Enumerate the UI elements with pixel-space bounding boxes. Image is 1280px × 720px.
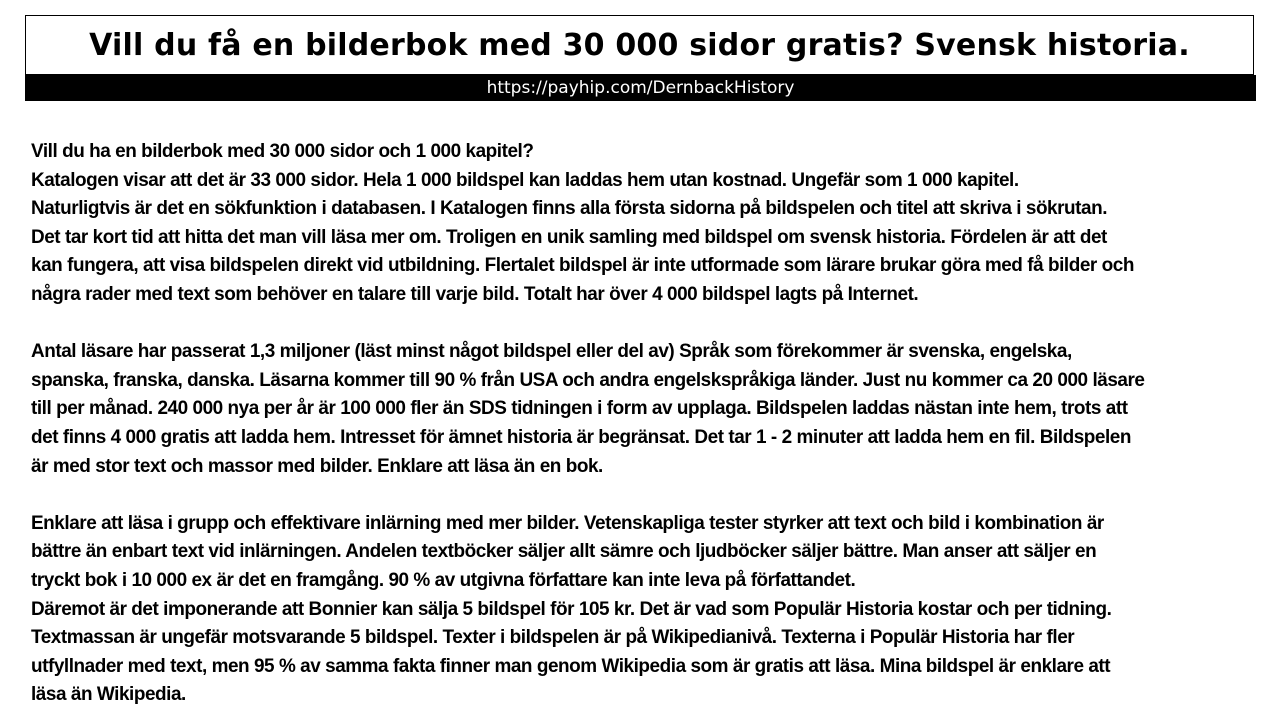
paragraph-2 bbox=[31, 338, 1256, 481]
text-line: Antal läsare har passerat 1,3 miljoner (läst minst något bildspel eller del av) Språk som förekommer är svenska, engelska, bbox=[31, 341, 1072, 363]
text-line: bättre än enbart text vid inlärningen. Andelen textböcker säljer allt sämre och ljudböcker säljer bättre. Man anser att säljer en bbox=[31, 541, 1097, 563]
text-line: några rader med text som behöver en talare till varje bild. Totalt har över 4 000 bildspel lagts på Internet. bbox=[31, 283, 919, 305]
text-line: kan fungera, att visa bildspelen direkt vid utbildning. Flertalet bildspel är inte utformade som lärare brukar göra med få bilder och bbox=[31, 255, 1134, 277]
text-line: Vill du ha en bilderbok med 30 000 sidor och 1 000 kapitel? bbox=[31, 141, 534, 162]
paragraph-3 bbox=[31, 510, 1256, 710]
text-line: är med stor text och massor med bilder. Enklare att läsa än en bok. bbox=[31, 455, 603, 477]
page-title: Vill du få en bilderbok med 30 000 sidor gratis? Svensk historia. bbox=[89, 27, 1190, 63]
text-line: Textmassan är ungefär motsvarande 5 bildspel. Texter i bildspelen är på Wikipedianivå. Texterna i Populär Historia har fler bbox=[31, 627, 1075, 649]
text-line: Enklare att läsa i grupp och effektivare inlärning med mer bilder. Vetenskapliga tester styrker att text och bild i kombination är bbox=[31, 512, 1104, 534]
body-text bbox=[31, 138, 1256, 710]
paragraph-gap bbox=[31, 481, 1256, 510]
paragraph-1 bbox=[31, 138, 1256, 310]
text-line: det finns 4 000 gratis att ladda hem. Intresset för ämnet historia är begränsat. Det tar 1 - 2 minuter att ladda hem en fil. Bildspelen bbox=[31, 426, 1131, 448]
url-banner bbox=[25, 75, 1256, 101]
text-line: Det tar kort tid att hitta det man vill läsa mer om. Troligen en unik samling med bildspel om svensk historia. Fördelen är att det bbox=[31, 226, 1107, 248]
text-line: tryckt bok i 10 000 ex är det en framgång. 90 % av utgivna författare kan inte leva på författandet. bbox=[31, 569, 856, 591]
text-line: Naturligtvis är det en sökfunktion i databasen. I Katalogen finns alla första sidorna på bildspelen och titel att skriva i sökrutan. bbox=[31, 198, 1108, 220]
text-line: Katalogen visar att det är 33 000 sidor. Hela 1 000 bildspel kan laddas hem utan kostnad. Ungefär som 1 000 kapitel. bbox=[31, 169, 1019, 191]
title-box bbox=[25, 15, 1254, 75]
url-text[interactable]: https://payhip.com/DernbackHistory bbox=[486, 78, 795, 98]
paragraph-gap bbox=[31, 310, 1256, 339]
text-line: till per månad. 240 000 nya per år är 100 000 fler än SDS tidningen i form av upplaga. Bildspelen laddas nästan inte hem, trots att bbox=[31, 398, 1128, 420]
text-line: utfyllnader med text, men 95 % av samma fakta finner man genom Wikipedia som är gratis att läsa. Mina bildspel är enklare att bbox=[31, 655, 1111, 677]
text-line: läsa än Wikipedia. bbox=[31, 684, 186, 706]
text-line: Däremot är det imponerande att Bonnier kan sälja 5 bildspel för 105 kr. Det är vad som Populär Historia kostar och per tidning. bbox=[31, 598, 1112, 620]
text-line: spanska, franska, danska. Läsarna kommer till 90 % från USA och andra engelskspråkiga länder. Just nu kommer ca 20 000 läsare bbox=[31, 369, 1145, 391]
